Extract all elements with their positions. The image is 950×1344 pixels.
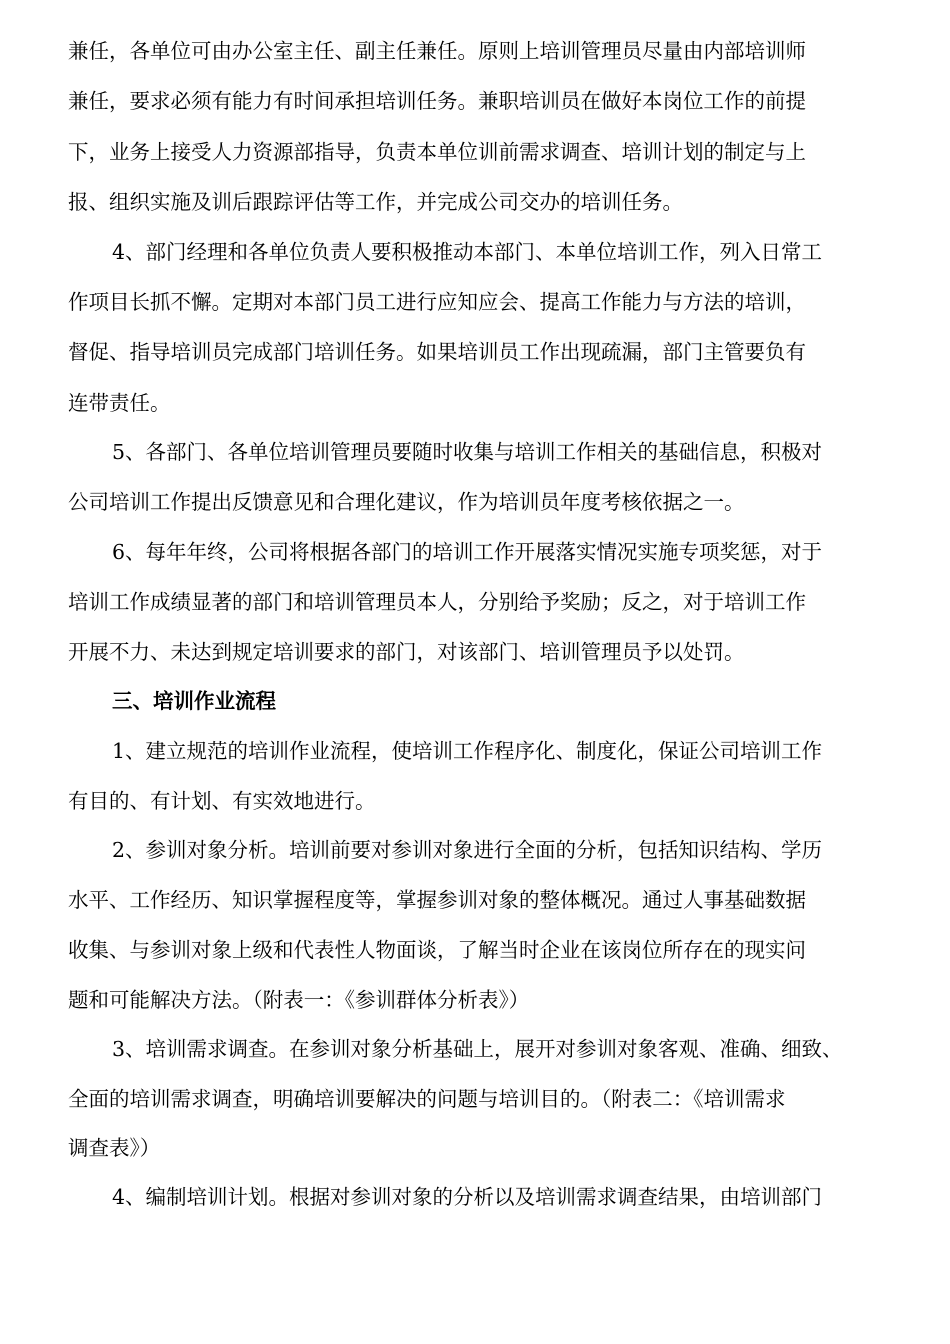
body-text-line: 培训工作成绩显著的部门和培训管理员本人，分别给予奖励；反之，对于培训工作 — [68, 590, 806, 614]
paragraph-6-first-line: 6、每年年终，公司将根据各部门的培训工作开展落实情况实施专项奖惩，对于 — [112, 540, 823, 564]
body-text-line: 兼任，各单位可由办公室主任、副主任兼任。原则上培训管理员尽量由内部培训师 — [68, 39, 806, 63]
section-heading: 三、培训作业流程 — [112, 689, 276, 713]
body-text-line: 连带责任。 — [68, 391, 171, 415]
body-text-line: 题和可能解决方法。（附表一：《参训群体分析表》） — [68, 988, 530, 1012]
body-text-line: 报、组织实施及训后跟踪评估等工作，并完成公司交办的培训任务。 — [68, 190, 683, 214]
body-text-line: 全面的培训需求调查，明确培训要解决的问题与培训目的。（附表二：《培训需求 — [68, 1087, 786, 1111]
paragraph-5-first-line: 5、各部门、各单位培训管理员要随时收集与培训工作相关的基础信息，积极对 — [112, 440, 823, 464]
step-1-first-line: 1、建立规范的培训作业流程，使培训工作程序化、制度化，保证公司培训工作 — [112, 739, 823, 763]
step-3-first-line: 3、培训需求调查。在参训对象分析基础上，展开对参训对象客观、准确、细致、 — [112, 1037, 843, 1061]
body-text-line: 开展不力、未达到规定培训要求的部门，对该部门、培训管理员予以处罚。 — [68, 640, 745, 664]
body-text-line: 收集、与参训对象上级和代表性人物面谈，了解当时企业在该岗位所存在的现实问 — [68, 938, 806, 962]
body-text-line: 督促、指导培训员完成部门培训任务。如果培训员工作出现疏漏，部门主管要负有 — [68, 340, 806, 364]
step-4-first-line: 4、编制培训计划。根据对参训对象的分析以及培训需求调查结果，由培训部门 — [112, 1185, 823, 1209]
body-text-line: 作项目长抓不懈。定期对本部门员工进行应知应会、提高工作能力与方法的培训， — [68, 290, 806, 314]
step-2-first-line: 2、参训对象分析。培训前要对参训对象进行全面的分析，包括知识结构、学历 — [112, 838, 823, 862]
paragraph-4-first-line: 4、部门经理和各单位负责人要积极推动本部门、本单位培训工作，列入日常工 — [112, 240, 823, 264]
body-text-line: 有目的、有计划、有实效地进行。 — [68, 789, 376, 813]
body-text-line: 下，业务上接受人力资源部指导，负责本单位训前需求调查、培训计划的制定与上 — [68, 140, 806, 164]
body-text-line: 调查表》） — [68, 1136, 161, 1160]
body-text-line: 兼任，要求必须有能力有时间承担培训任务。兼职培训员在做好本岗位工作的前提 — [68, 89, 806, 113]
body-text-line: 水平、工作经历、知识掌握程度等，掌握参训对象的整体概况。通过人事基础数据 — [68, 888, 806, 912]
body-text-line: 公司培训工作提出反馈意见和合理化建议，作为培训员年度考核依据之一。 — [68, 490, 745, 514]
